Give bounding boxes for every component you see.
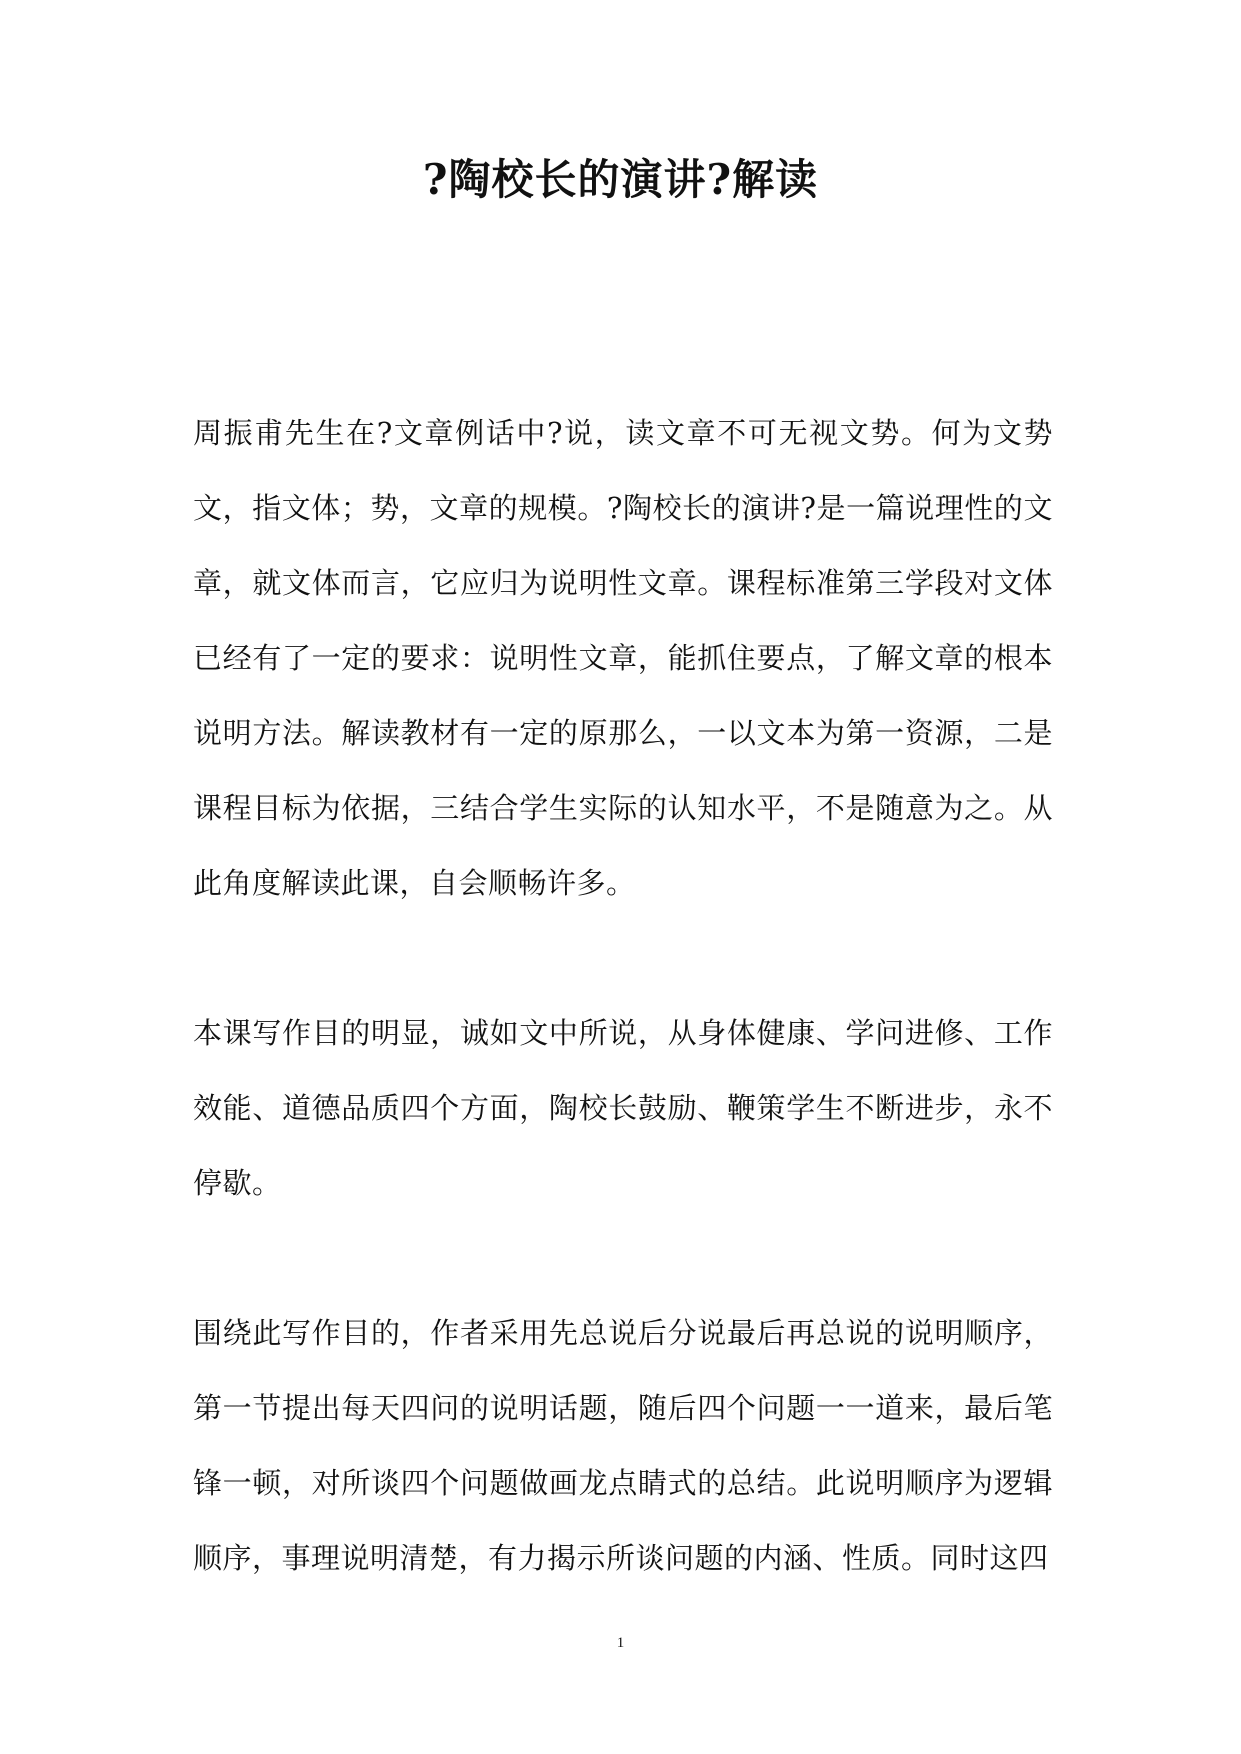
paragraph-3: 围绕此写作目的，作者采用先总说后分说最后再总说的说明顺序，第一节提出每天四问的说明话题，随后四个问题一一道来，最后笔锋一顿，对所谈四个问题做画龙点睛式的总结。此说明顺序为逻辑顺序，事理说明清楚，有力揭示所谈问题的内涵、性质。同时这四	[193, 1316, 1053, 1575]
page-number: 1	[616, 1635, 625, 1651]
paragraph-2: 本课写作目的明显，诚如文中所说，从身体健康、学问进修、工作效能、道德品质四个方面，陶校长鼓励、鞭策学生不断进步，永不停歇。	[193, 1016, 1053, 1200]
document-title: ?陶校长的演讲?解读	[422, 155, 819, 204]
paragraph-1: 周振甫先生在?文章例话中?说，读文章不可无视文势。何为文势文，指文体；势，文章的规模。?陶校长的演讲?是一篇说理性的文章，就文体而言，它应归为说明性文章。课程标准第三学段对文体已经有了一定的要求：说明性文章，能抓住要点，了解文章的根本说明方法。解读教材有一定的原那么，一以文本为第一资源，二是课程目标为依据，三结合学生实际的认知水平，不是随意为之。从此角度解读此课，自会顺畅许多。	[193, 416, 1053, 900]
document-body	[193, 396, 1053, 1596]
